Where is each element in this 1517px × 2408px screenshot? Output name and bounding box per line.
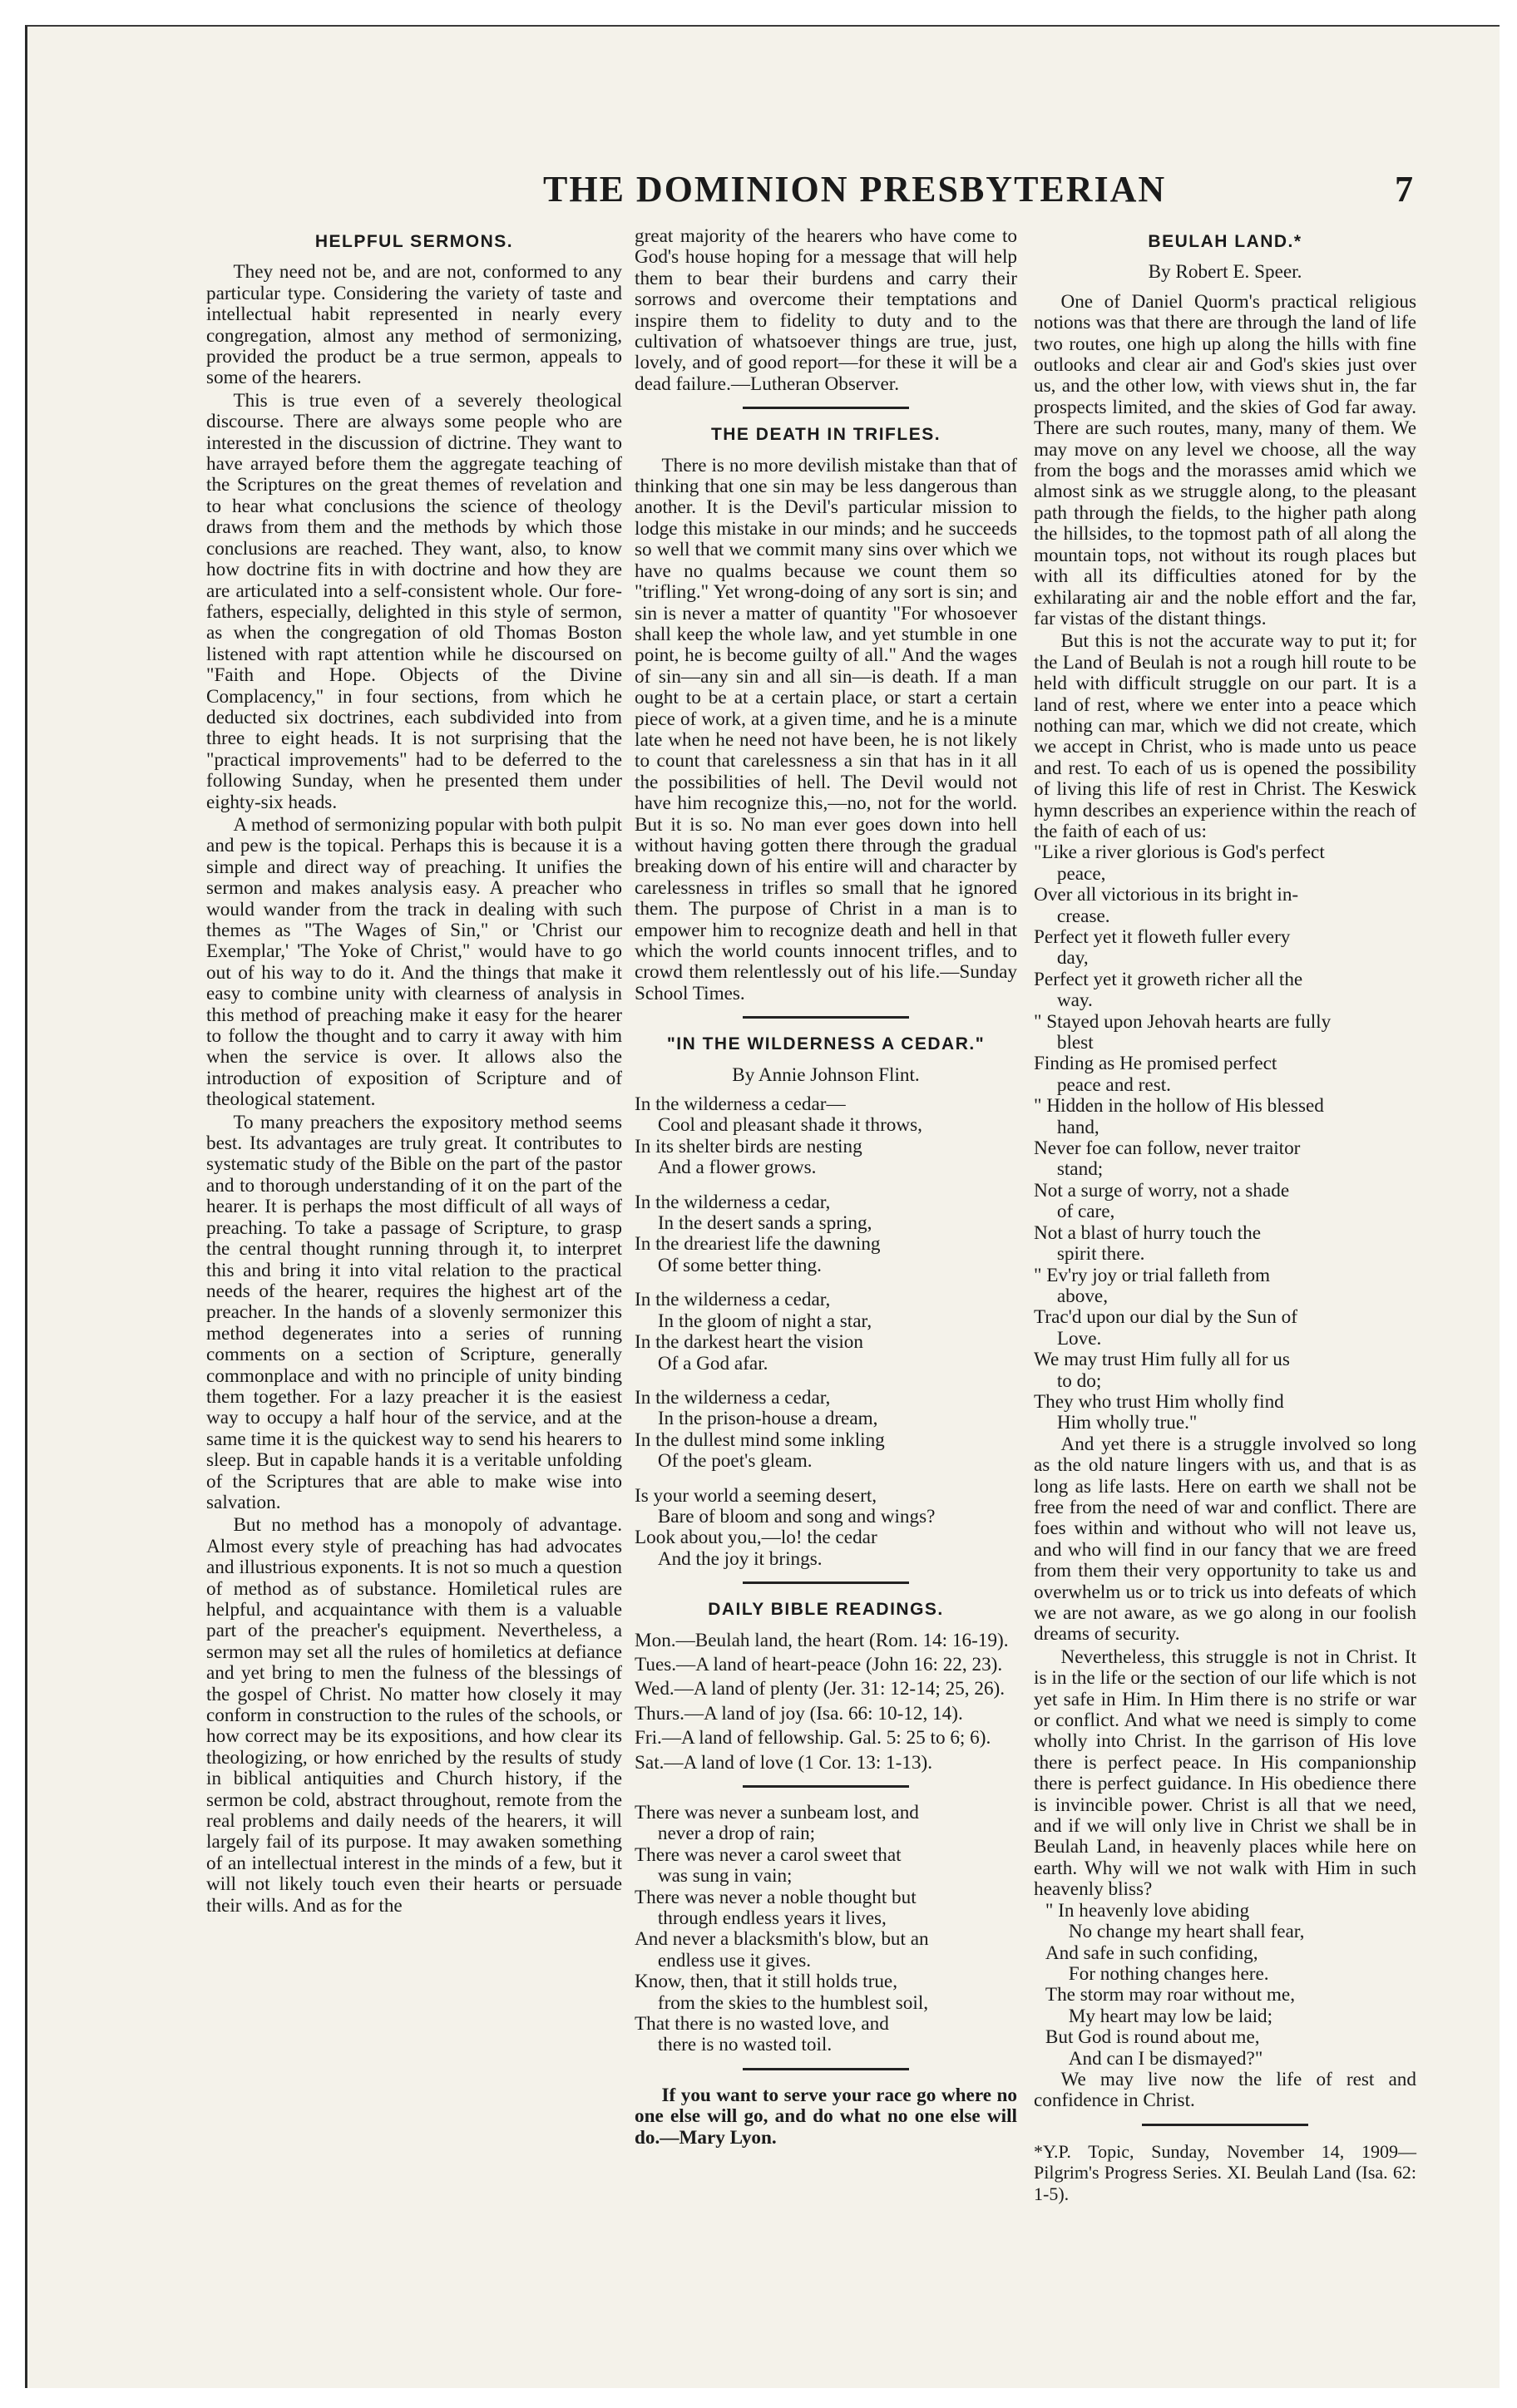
hymn-line: stand; xyxy=(1056,1158,1104,1181)
reading-item: Fri.—A land of fellowship. Gal. 5: 25 to 6; 6). xyxy=(635,1727,991,1749)
hymn-line: My heart may low be laid; xyxy=(1068,2005,1273,2027)
verse-line: And never a blacksmith's blow, but an xyxy=(635,1928,929,1951)
keswick-hymn xyxy=(1034,842,1416,1433)
poem-line: In the darkest heart the vision xyxy=(635,1331,863,1354)
hymn-line: " In heavenly love abiding xyxy=(1045,1899,1250,1922)
verse-line: Know, then, that it still holds true, xyxy=(635,1971,898,1993)
paragraph: Nevertheless, this struggle is not in Christ. It is in the life or the section of our life which is not yet safe in Him. In Him there is no strife or war or conflict. And what we need is simply to come wholly into Christ. In the garrison of His love there is perfect peace. In His companionship there is perfect guidance. In His obedience there is invincible power. Christ is all that we need, and if we will only live in Christ we shall be in Beulah Land, in heavenly places while here on earth. Why will we not walk with Him in such heavenly bliss? xyxy=(1034,1646,1416,1901)
paragraph: They need not be, and are not, conformed to any particular type. Considering the variety of taste and intellectual habit represented in nearly every congregation, almost any method of sermonizing, provided the product be a true sermon, appeals to some of the hearers. xyxy=(206,261,622,389)
poem-line: And a flower grows. xyxy=(657,1157,817,1179)
hymn-line: " Hidden in the hollow of His blessed xyxy=(1034,1095,1324,1118)
hymn-line: They who trust Him wholly find xyxy=(1034,1390,1284,1413)
hymn-line: We may trust Him fully all for us xyxy=(1034,1349,1290,1371)
hymn-line: Love. xyxy=(1056,1327,1102,1350)
hymn-line: Finding as He promised perfect xyxy=(1034,1053,1277,1075)
hymn-line: Perfect yet it floweth fuller every xyxy=(1034,926,1291,948)
poem xyxy=(635,1094,1017,1570)
hymn-line: peace, xyxy=(1056,862,1106,885)
column-middle xyxy=(635,226,1017,2149)
bible-readings-list xyxy=(635,1631,1017,1774)
reading-item: Wed.—A land of plenty (Jer. 31: 12-14; 25, 26). xyxy=(635,1678,1006,1700)
paragraph: To many preachers the expository method seems best. Its advantages are truly great. It contributes to systematic study of the Bible on the part of the pastor and to thorough understanding of it on the part of the hearer. It is perhaps the most difficult of all ways of preaching. To take a passage of Scripture, to grasp the central thought running through it, to interpret this and bring it into vital relation to the practical needs of the hearer, requires the highest art of the preacher. In the hands of a slovenly sermonizer this method degenerates into a series of running comments on a section of Scripture, generally commonplace and with no principle of unity binding them together. For a lazy preacher it is the easiest way to occupy a half hour of the service, and at the same time it is the quickest way to send his hearers to sleep. But in capable hands it is a veritable unfolding of the Scriptures that are able to make wise into salvation. xyxy=(206,1111,622,1513)
hymn-line: peace and rest. xyxy=(1056,1073,1171,1096)
hymn-line: Him wholly true." xyxy=(1056,1412,1198,1434)
hymn-line: hand, xyxy=(1056,1116,1099,1138)
verse-line: from the skies to the humblest soil, xyxy=(657,1991,929,2014)
poem-stanza xyxy=(635,1486,1017,1571)
quoted-hymn xyxy=(1045,1901,1416,2070)
verse-line: never a drop of rain; xyxy=(657,1823,816,1845)
reading-item: Mon.—Beulah land, the heart (Rom. 14: 16-19). xyxy=(635,1629,1009,1651)
poem-line: In the gloom of night a star, xyxy=(657,1310,872,1332)
hymn-line: " Stayed upon Jehovah hearts are fully xyxy=(1034,1010,1332,1033)
hymn-line: But God is round about me, xyxy=(1045,2026,1260,2049)
verse-line: endless use it gives. xyxy=(657,1949,812,1971)
hymn-line: to do; xyxy=(1056,1369,1102,1392)
paragraph: This is true even of a severely theological discourse. There are always some people who are interested in the discussion of dictrine. They want to have arrayed before them the aggregate teaching of the Scriptures on the great themes of revelation and to hear what conclusions the science of theology draws from them and the methods by which those conclusions are reached. They want, also, to know how doctrine fits in with doctrine and how they are are articulated into a self-consistent whole. Our fore-fathers, especially, delighted in this style of sermon, as when the congregation of old Thomas Boston listened with rapt attention while he discoursed on "Faith and Hope. Objects of the Divine Complacency," in four sections, from which he deducted six doctrines, each subdivided into from three to eight heads. It is not surprising that the "practical improvements" had to be deferred to the following Sunday, when he presented them under eighty-six heads. xyxy=(206,389,622,813)
reading-item: Sat.—A land of love (1 Cor. 13: 1-13). xyxy=(635,1751,933,1774)
poem-stanza xyxy=(635,1192,1017,1277)
divider xyxy=(1142,2124,1308,2126)
divider xyxy=(743,2068,909,2070)
divider xyxy=(743,1581,909,1584)
poem-stanza xyxy=(635,1290,1017,1374)
article-title-daily-bible-readings: DAILY BIBLE READINGS. xyxy=(708,1600,944,1620)
verse-line: There was never a noble thought but xyxy=(635,1886,917,1908)
paragraph-continued: great majority of the hearers who have come to God's house hoping for a message that will help them to bear their burdens and carry their sorrows and overcome their temptations and inspire them to fidelity to duty and to the cultivation of whatsoever things are true, just, lovely, and of good report—for these it will be a dead failure.—Lutheran Observer. xyxy=(635,225,1017,395)
verse-line: there is no wasted toil. xyxy=(657,2034,833,2056)
poem-line: In the dreariest life the dawning xyxy=(635,1233,881,1256)
poem-line: And the joy it brings. xyxy=(657,1547,823,1570)
poem-line: Is your world a seeming desert, xyxy=(635,1484,877,1507)
paragraph: And yet there is a struggle involved so long as the old nature lingers with us, and that is as long as life lasts. Here on earth we shall not be free from the need of war and conflict. There are foes within and without who will not leave us, and who will find in our fancy that we are freed from them their very opportunity to take us and overwhelm us or to trick us into defeats of which we are not aware, as we go along in our foolish dreams of security. xyxy=(1034,1433,1416,1646)
poem-stanza xyxy=(635,1094,1017,1179)
hymn-line: And safe in such confiding, xyxy=(1045,1942,1258,1964)
hymn-line: Over all victorious in its bright in- xyxy=(1034,884,1299,906)
poem-line: Of some better thing. xyxy=(657,1254,822,1276)
verse-line: was sung in vain; xyxy=(657,1865,793,1887)
footnote: *Y.P. Topic, Sunday, November 14, 1909—Pilgrim's Progress Series. XI. Beulah Land (Isa. 62: 1-5). xyxy=(1034,2140,1416,2204)
poem-line: In the desert sands a spring, xyxy=(657,1212,872,1235)
hymn-line: above, xyxy=(1056,1285,1109,1307)
divider xyxy=(743,1016,909,1019)
paragraph: There is no more devilish mistake than that of thinking that one sin may be less dangerous than another. It is the Devil's particular mission to lodge this mistake in our minds; and he succeeds so well that we commit many sins over which we have no qualms because we count them so "trifling." Yet wrong-doing of any sort is sin; and sin is never a matter of quantity "For whosoever shall keep the whole law, and yet stumble in one point, he is become guilty of all." And the wages of sin—any sin and all sin—is death. If a man ought to be at a certain place, or start a certain piece of work, at a given time, and he is a minute late when he need not have been, he is not likely to count that carelessness a sin that has in it all the possibilities of hell. The Devil would not have him recognize this,—no, not for the world. But it is so. No man ever goes down into hell without having gotten there through the gradual breaking down of his entire will and character by carelessness in trifles so small that he ignored them. The purpose of Christ in a man is to empower him to recognize death and hell in that which the world counts innocent trifles, and to crowd them relentlessly out of his life.—Sunday School Times. xyxy=(635,454,1017,1004)
paragraph: A method of sermonizing popular with both pulpit and pew is the topical. Perhaps this is because it is a simple and direct way of preaching. It unifies the sermon and makes analysis easy. A preacher who would wander from the track in dealing with such themes as "The Wages of Sin," or 'Christ our Exemplar,' 'The Yoke of Christ," would have to go out of his way to do it. And the things that make it easy to combine unity with clearness of analysis in this method of preaching make it easy for the hearer to follow the thought and to carry it away with him when the service is over. It allows also the introduction of exposition of Scripture and of theological statement. xyxy=(206,813,622,1111)
divider xyxy=(743,407,909,409)
poem-line: Look about you,—lo! the cedar xyxy=(635,1527,877,1549)
article-title-helpful-sermons: HELPFUL SERMONS. xyxy=(314,232,514,251)
poem-line: In the wilderness a cedar— xyxy=(635,1093,846,1116)
paragraph: But no method has a monopoly of advantage. Almost every style of preaching has had advocates and illustrious exponents. It is not so much a question of method as of substance. Homiletical rules are helpful, and acquaintance with them is a valuable part of the preacher's equipment. Nevertheless, a sermon may set all the rules of homiletics at defiance and yet bring to men the fulness of the blessings of the gospel of Christ. No matter how closely it may conform in construction to the rules of the schools, or how correct may be its expositions, and how clear its theologizing, or how enriched by the results of study in biblical antiquities and Church history, if the sermon be cold, abstract throughout, remote from the real problems and daily needs of the hearers, it will largely fail of its purpose. It may awaken something of an intellectual interest in the minds of a few, but it will not likely touch even their hearts or persuade their wills. And as for the xyxy=(206,1514,622,1917)
article-title-wilderness-cedar: "IN THE WILDERNESS A CEDAR." xyxy=(666,1034,986,1054)
hymn-line: Never foe can follow, never traitor xyxy=(1034,1137,1301,1160)
paragraph: But this is not the accurate way to put it; for the Land of Beulah is not a rough hill route to be held with difficult struggle on our part. It is a land of rest, where we enter into a peace which nothing can mar, which we did not create, which we accept in Christ, who is made unto us peace and rest. To each of us is opened the possibility of living this life of rest in Christ. The Keswick hymn describes an experience within the reach of the faith of each of us: xyxy=(1034,630,1416,842)
hymn-line: spirit there. xyxy=(1056,1243,1145,1266)
verse xyxy=(635,1803,1017,2056)
hymn-line: Not a blast of hurry touch the xyxy=(1034,1221,1262,1244)
hymn-line: of care, xyxy=(1056,1201,1115,1223)
hymn-line: No change my heart shall fear, xyxy=(1068,1921,1305,1943)
paragraph: One of Daniel Quorm's practical religious notions was that there are through the land of life two routes, one high up along the hills with fine outlooks and clear air and God's skies just over us, and the other low, with views shut in, the far prospects limited, and the skies of God far away. There are such routes, many, many of them. We may move on any level we choose, all the way from the bogs and the morasses amid which we almost sink as we struggle along, to the pleasant path through the fields, to the higher path along the hillsides, to the topmost path of all along the mountain tops, not without its rough places but with all its difficulties atoned for by the exhilarating air and the noble effort and the far, far vistas of the distant things. xyxy=(1034,290,1416,629)
byline: By Robert E. Speer. xyxy=(1148,261,1302,284)
poem-line: Cool and pleasant shade it throws, xyxy=(657,1114,922,1137)
hymn-line: For nothing changes here. xyxy=(1068,1962,1269,1985)
hymn-line: way. xyxy=(1056,989,1093,1012)
hymn-line: Not a surge of worry, not a shade xyxy=(1034,1179,1290,1202)
poem-line: Of a God afar. xyxy=(657,1352,768,1374)
poem-line: In its shelter birds are nesting xyxy=(635,1135,862,1157)
hymn-line: " Ev'ry joy or trial falleth from xyxy=(1034,1264,1271,1286)
page-number: 7 xyxy=(1395,169,1413,210)
poem-line: Bare of bloom and song and wings? xyxy=(657,1505,936,1527)
column-right xyxy=(1034,226,1416,2204)
verse-line: There was never a sunbeam lost, and xyxy=(635,1802,919,1823)
reading-item: Thurs.—A land of joy (Isa. 66: 10-12, 14). xyxy=(635,1702,963,1725)
poem-stanza xyxy=(635,1388,1017,1473)
poem-line: In the wilderness a cedar, xyxy=(635,1191,831,1213)
poem-line: In the prison-house a dream, xyxy=(657,1408,878,1430)
masthead: THE DOMINION PRESBYTERIAN xyxy=(543,169,1167,210)
hymn-line: crease. xyxy=(1056,905,1110,927)
closing-quote: If you want to serve your race go where no one else will go, and do what no one else will do.—Mary Lyon. xyxy=(635,2084,1017,2149)
poem-line: Of the poet's gleam. xyxy=(657,1450,813,1473)
poem-line: In the dullest mind some inkling xyxy=(635,1429,885,1451)
verse-line: through endless years it lives, xyxy=(657,1907,887,1930)
hymn-line: And can I be dismayed?" xyxy=(1068,2047,1263,2070)
article-title-death-in-trifles: THE DEATH IN TRIFLES. xyxy=(710,425,941,445)
hymn-line: Trac'd upon our dial by the Sun of xyxy=(1034,1306,1297,1329)
poem-line: In the wilderness a cedar, xyxy=(635,1289,831,1311)
hymn-line: "Like a river glorious is God's perfect xyxy=(1034,841,1325,864)
column-left xyxy=(206,226,622,1917)
divider xyxy=(743,1785,909,1788)
verse-line: There was never a carol sweet that xyxy=(635,1843,902,1866)
poem-line: In the wilderness a cedar, xyxy=(635,1386,831,1409)
byline: By Annie Johnson Flint. xyxy=(732,1063,920,1086)
paragraph: We may live now the life of rest and confidence in Christ. xyxy=(1034,2068,1416,2112)
verse-line: That there is no wasted love, and xyxy=(635,2013,889,2035)
article-title-beulah-land: BEULAH LAND.* xyxy=(1148,232,1302,251)
page-header xyxy=(493,168,1413,218)
hymn-line: Perfect yet it groweth richer all the xyxy=(1034,968,1303,990)
hymn-line: blest xyxy=(1056,1032,1094,1054)
newspaper-page xyxy=(25,25,1500,2388)
hymn-line: The storm may roar without me, xyxy=(1045,1984,1295,2006)
reading-item: Tues.—A land of heart-peace (John 16: 22, 23). xyxy=(635,1653,1003,1675)
hymn-line: day, xyxy=(1056,947,1089,970)
